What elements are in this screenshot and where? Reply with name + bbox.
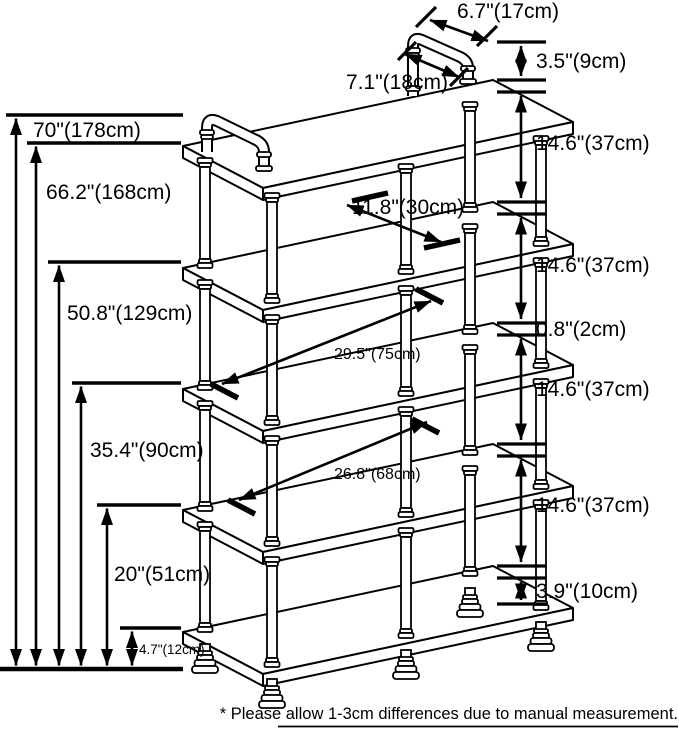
- arrow-handle-length: [430, 20, 488, 41]
- dim-shelf-2-height-label: 20"(51cm): [114, 563, 211, 586]
- dim-bottom-clearance-label: 4.7"(12cm): [139, 642, 205, 657]
- dim-depth-label: 11.8"(30cm): [352, 196, 465, 219]
- dim-shelf-4-height-label: 50.8"(129cm): [67, 302, 193, 325]
- dim-gap-3-label: 14.6"(37cm): [536, 378, 650, 401]
- dim-shelf-3-height-label: 35.4"(90cm): [90, 439, 204, 462]
- measurement-disclaimer: * Please allow 1-3cm differences due to manual measurement.: [219, 705, 678, 723]
- dim-width-upper-label: 29.5"(75cm): [334, 346, 421, 363]
- dim-width-lower-label: 26.8"(68cm): [334, 466, 421, 483]
- dim-handle-height-label: 3.5"(9cm): [536, 50, 627, 73]
- witness-handle-length-2: [477, 26, 497, 46]
- left-height-dimensions: [0, 115, 210, 669]
- dim-handle-length-label: 6.7"(17cm): [457, 0, 559, 23]
- shelf-2: [183, 202, 573, 322]
- shelf-unit: [183, 39, 573, 708]
- dim-gap-2-label: 14.6"(37cm): [536, 254, 650, 277]
- dim-top-shelf-height-label: 66.2"(168cm): [46, 181, 172, 204]
- dim-total-height-label: 70"(178cm): [33, 119, 141, 142]
- shelf-3: [183, 323, 573, 443]
- shelf-5: [183, 566, 573, 686]
- footnote: [220, 705, 678, 727]
- dim-handle-span-label: 7.1"(18cm): [346, 71, 448, 94]
- dim-gap-1-label: 14.6"(37cm): [536, 132, 650, 155]
- dim-gap-4-label: 14.6"(37cm): [536, 494, 650, 517]
- dim-foot-clearance-label: 3.9"(10cm): [536, 580, 638, 603]
- witness-handle-length-1: [416, 7, 436, 27]
- shelf-1: [183, 80, 573, 200]
- dim-shelf-thickness-label: 0.8"(2cm): [536, 318, 627, 341]
